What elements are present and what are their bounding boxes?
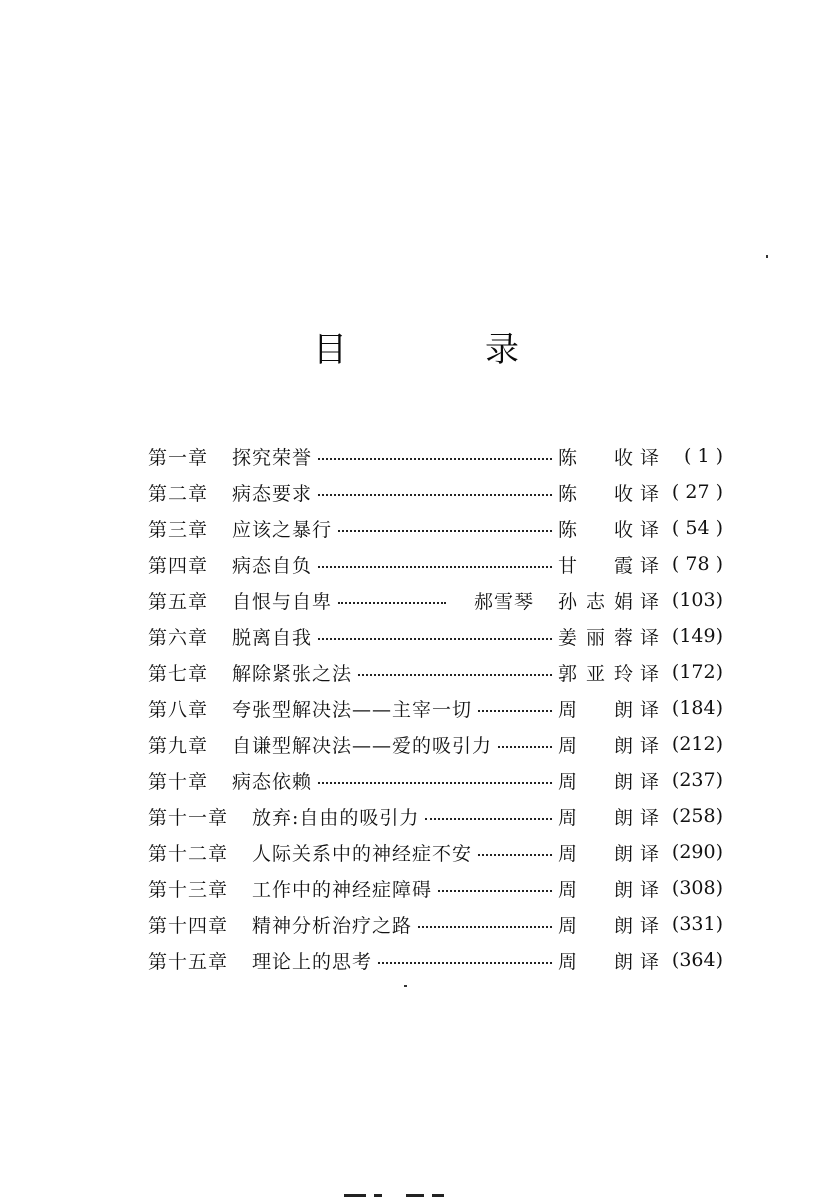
- page-number: (184): [671, 697, 723, 719]
- dot-leader: [318, 458, 552, 460]
- table-of-contents: [148, 438, 723, 978]
- toc-entry: [148, 618, 723, 654]
- dot-leader: [498, 746, 552, 748]
- chapter-label: 第三章: [148, 518, 209, 541]
- translated-mark: 译: [639, 482, 659, 505]
- dot-leader: [318, 566, 552, 568]
- chapter-label: 第九章: [148, 734, 209, 757]
- dot-leader: [418, 926, 552, 928]
- translator-name: 周朗: [557, 950, 634, 973]
- translated-mark: 译: [639, 842, 659, 865]
- toc-entry: [148, 582, 723, 618]
- dot-leader: [318, 494, 552, 496]
- chapter-title: 病态自负: [232, 554, 313, 577]
- dot-leader: [378, 962, 552, 964]
- chapter-title: 探究荣誉: [232, 446, 313, 469]
- chapter-title: 病态要求: [232, 482, 313, 505]
- translated-mark: 译: [639, 554, 659, 577]
- toc-entry: [148, 438, 723, 474]
- chapter-title: 自谦型解决法——爱的吸引力: [232, 734, 493, 757]
- translated-mark: 译: [639, 518, 659, 541]
- chapter-label: 第十二章: [148, 842, 229, 865]
- page-number: ( 27 ): [671, 481, 723, 503]
- translator-name: 孙志娟: [557, 590, 634, 613]
- chapter-label: 第十四章: [148, 914, 229, 937]
- translator-name: 周朗: [557, 770, 634, 793]
- translator-name: 陈收: [557, 446, 634, 469]
- chapter-label: 第十一章: [148, 806, 229, 829]
- translator-name: 周朗: [557, 842, 634, 865]
- dot-leader: [318, 638, 552, 640]
- page-number: (258): [671, 805, 723, 827]
- translator-name: 周朗: [557, 914, 634, 937]
- page-number: (149): [671, 625, 723, 647]
- page-number: (103): [671, 589, 723, 611]
- translator-name: 陈收: [557, 518, 634, 541]
- chapter-label: 第六章: [148, 626, 209, 649]
- page-number: ( 54 ): [671, 517, 723, 539]
- toc-entry: [148, 546, 723, 582]
- translated-mark: 译: [639, 770, 659, 793]
- page-number: (237): [671, 769, 723, 791]
- chapter-title: 人际关系中的神经症不安: [252, 842, 473, 865]
- chapter-title: 解除紧张之法: [232, 662, 353, 685]
- chapter-label: 第一章: [148, 446, 209, 469]
- toc-entry: [148, 942, 723, 978]
- translator-name: 周朗: [557, 806, 634, 829]
- toc-entry: [148, 474, 723, 510]
- dot-leader: [318, 782, 552, 784]
- chapter-title: 夸张型解决法——主宰一切: [232, 698, 473, 721]
- toc-entry: [148, 654, 723, 690]
- translated-mark: 译: [639, 878, 659, 901]
- page-number: (364): [671, 949, 723, 971]
- translator-name: 郭亚玲: [557, 662, 634, 685]
- toc-entry: [148, 726, 723, 762]
- dot-leader: [338, 602, 446, 604]
- chapter-label: 第二章: [148, 482, 209, 505]
- page-number: ( 1 ): [684, 445, 723, 467]
- translator-name: 甘霞: [557, 554, 634, 577]
- translated-mark: 译: [639, 698, 659, 721]
- chapter-title: 病态依赖: [232, 770, 313, 793]
- toc-entry: [148, 690, 723, 726]
- translated-mark: 译: [639, 446, 659, 469]
- chapter-title: 应该之暴行: [232, 518, 333, 541]
- translated-mark: 译: [639, 950, 659, 973]
- chapter-label: 第七章: [148, 662, 209, 685]
- toc-entry: [148, 906, 723, 942]
- translated-mark: 译: [639, 662, 659, 685]
- translated-mark: 译: [639, 590, 659, 613]
- toc-entry: [148, 762, 723, 798]
- scan-speck: [404, 985, 407, 987]
- chapter-label: 第四章: [148, 554, 209, 577]
- translator-name: 姜丽蓉: [557, 626, 634, 649]
- toc-entry: [148, 834, 723, 870]
- translated-mark: 译: [639, 734, 659, 757]
- chapter-title: 工作中的神经症障碍: [252, 878, 433, 901]
- page-footer-mark: [340, 1186, 470, 1200]
- toc-entry: [148, 798, 723, 834]
- translator-name: 周朗: [557, 698, 634, 721]
- page-number: (212): [671, 733, 723, 755]
- translator-name: 周朗: [557, 734, 634, 757]
- page-number: (331): [671, 913, 723, 935]
- dot-leader: [338, 530, 552, 532]
- chapter-title: 自恨与自卑: [232, 590, 333, 613]
- chapter-title: 放弃:自由的吸引力: [252, 806, 420, 829]
- dot-leader: [358, 674, 552, 676]
- chapter-label: 第八章: [148, 698, 209, 721]
- page-number: (308): [671, 877, 723, 899]
- translated-mark: 译: [639, 626, 659, 649]
- dot-leader: [438, 890, 552, 892]
- translator-name: 周朗: [557, 878, 634, 901]
- dot-leader: [478, 710, 552, 712]
- chapter-title: 脱离自我: [232, 626, 313, 649]
- co-translator-name: 郝雪琴: [473, 590, 534, 613]
- chapter-label: 第十五章: [148, 950, 229, 973]
- toc-entry: [148, 510, 723, 546]
- chapter-title: 理论上的思考: [252, 950, 373, 973]
- page-number: ( 78 ): [671, 553, 723, 575]
- chapter-label: 第十章: [148, 770, 209, 793]
- page-number: (290): [671, 841, 723, 863]
- translated-mark: 译: [639, 914, 659, 937]
- toc-entry: [148, 870, 723, 906]
- chapter-label: 第十三章: [148, 878, 229, 901]
- page-title: 目 录: [313, 330, 571, 370]
- dot-leader: [425, 818, 552, 820]
- dot-leader: [478, 854, 552, 856]
- translator-name: 陈收: [557, 482, 634, 505]
- page-number: (172): [671, 661, 723, 683]
- chapter-label: 第五章: [148, 590, 209, 613]
- translated-mark: 译: [639, 806, 659, 829]
- scan-speck: [766, 255, 768, 258]
- chapter-title: 精神分析治疗之路: [252, 914, 413, 937]
